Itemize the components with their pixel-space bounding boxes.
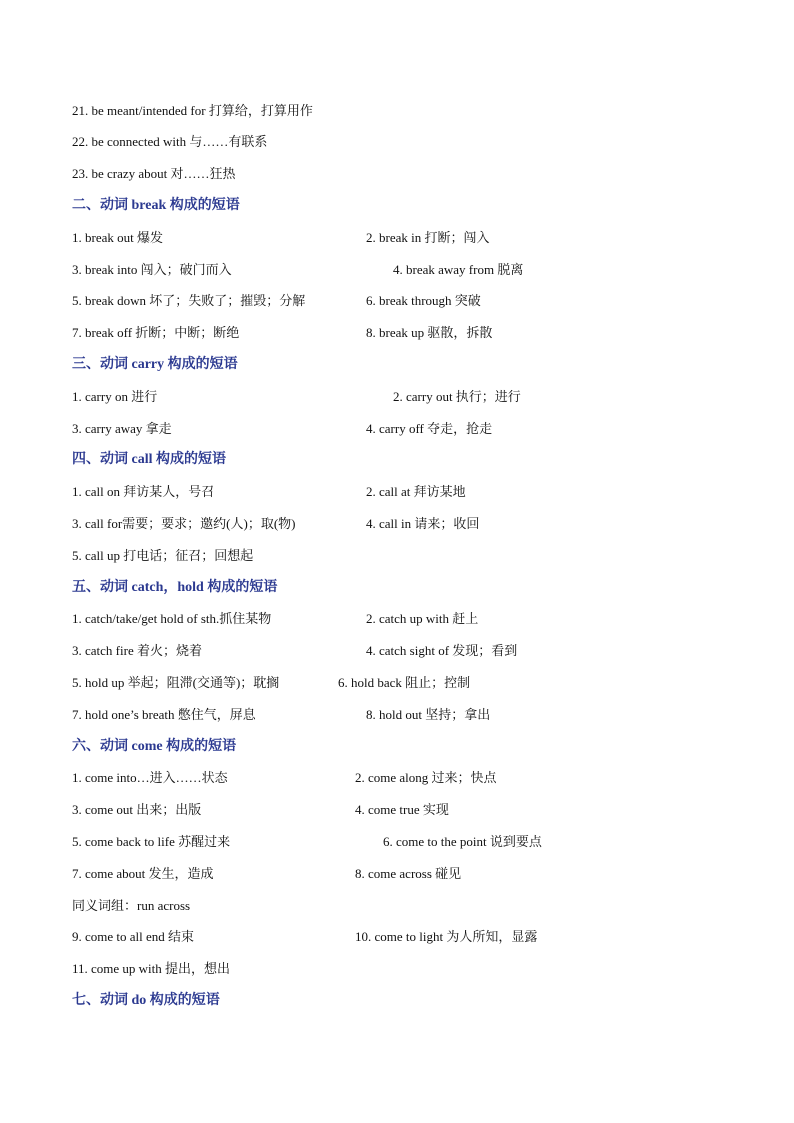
phrase-line: 11. come up with 提出，想出 — [72, 961, 231, 976]
phrase-line: 1. come into…进入……状态 — [72, 770, 228, 785]
phrase-line: 8. come across 碰见 — [355, 866, 462, 881]
phrase-line: 9. come to all end 结束 — [72, 929, 195, 944]
section-heading-carry: 三、动词 carry 构成的短语 — [72, 357, 238, 372]
section-heading-call: 四、动词 call 构成的短语 — [72, 452, 226, 467]
synonym-note: 同义词组：run across — [72, 898, 191, 913]
phrase-line: 4. break away from 脱离 — [393, 262, 524, 277]
phrase-line: 5. call up 打电话；征召；回想起 — [72, 548, 254, 563]
phrase-line: 8. hold out 坚持；拿出 — [366, 707, 491, 722]
phrase-line: 4. call in 请来；收回 — [366, 516, 480, 531]
phrase-line: 2. break in 打断；闯入 — [366, 230, 490, 245]
phrase-line: 1. carry on 进行 — [72, 389, 158, 404]
phrase-line: 1. call on 拜访某人，号召 — [72, 484, 215, 499]
phrase-line: 10. come to light 为人所知，显露 — [355, 929, 538, 944]
phrase-line: 21. be meant/intended for 打算给，打算用作 — [72, 103, 313, 118]
section-heading-do: 七、动词 do 构成的短语 — [72, 993, 220, 1008]
phrase-line: 4. carry off 夺走，抢走 — [366, 421, 493, 436]
phrase-line: 1. break out 爆发 — [72, 230, 163, 245]
phrase-line: 1. catch/take/get hold of sth.抓住某物 — [72, 611, 272, 626]
phrase-line: 3. call for需要；要求；邀约(人)；取(物) — [72, 516, 296, 531]
phrase-line: 2. carry out 执行；进行 — [393, 389, 521, 404]
phrase-line: 7. break off 折断；中断；断绝 — [72, 325, 240, 340]
phrase-line: 4. catch sight of 发现；看到 — [366, 643, 518, 658]
phrase-line: 3. carry away 拿走 — [72, 421, 172, 436]
phrase-line: 22. be connected with 与……有联系 — [72, 134, 268, 149]
phrase-line: 3. catch fire 着火；烧着 — [72, 643, 202, 658]
phrase-line: 5. come back to life 苏醒过来 — [72, 834, 231, 849]
section-heading-break: 二、动词 break 构成的短语 — [72, 198, 240, 213]
phrase-line: 7. come about 发生，造成 — [72, 866, 214, 881]
phrase-line: 3. come out 出来；出版 — [72, 802, 202, 817]
phrase-line: 6. hold back 阻止；控制 — [338, 675, 471, 690]
phrase-line: 3. break into 闯入；破门而入 — [72, 262, 232, 277]
phrase-line: 8. break up 驱散，拆散 — [366, 325, 493, 340]
phrase-line: 7. hold one’s breath 憋住气，屏息 — [72, 707, 256, 722]
phrase-line: 6. break through 突破 — [366, 293, 481, 308]
phrase-line: 4. come true 实现 — [355, 802, 449, 817]
phrase-line: 6. come to the point 说到要点 — [383, 834, 542, 849]
section-heading-catch-hold: 五、动词 catch，hold 构成的短语 — [72, 580, 278, 595]
phrase-line: 2. come along 过来；快点 — [355, 770, 497, 785]
phrase-line: 2. catch up with 赶上 — [366, 611, 479, 626]
section-heading-come: 六、动词 come 构成的短语 — [72, 739, 237, 754]
phrase-line: 5. hold up 举起；阻滞(交通等)；耽搁 — [72, 675, 280, 690]
phrase-line: 23. be crazy about 对……狂热 — [72, 166, 236, 181]
phrase-line: 2. call at 拜访某地 — [366, 484, 466, 499]
phrase-line: 5. break down 坏了；失败了；摧毁；分解 — [72, 293, 306, 308]
